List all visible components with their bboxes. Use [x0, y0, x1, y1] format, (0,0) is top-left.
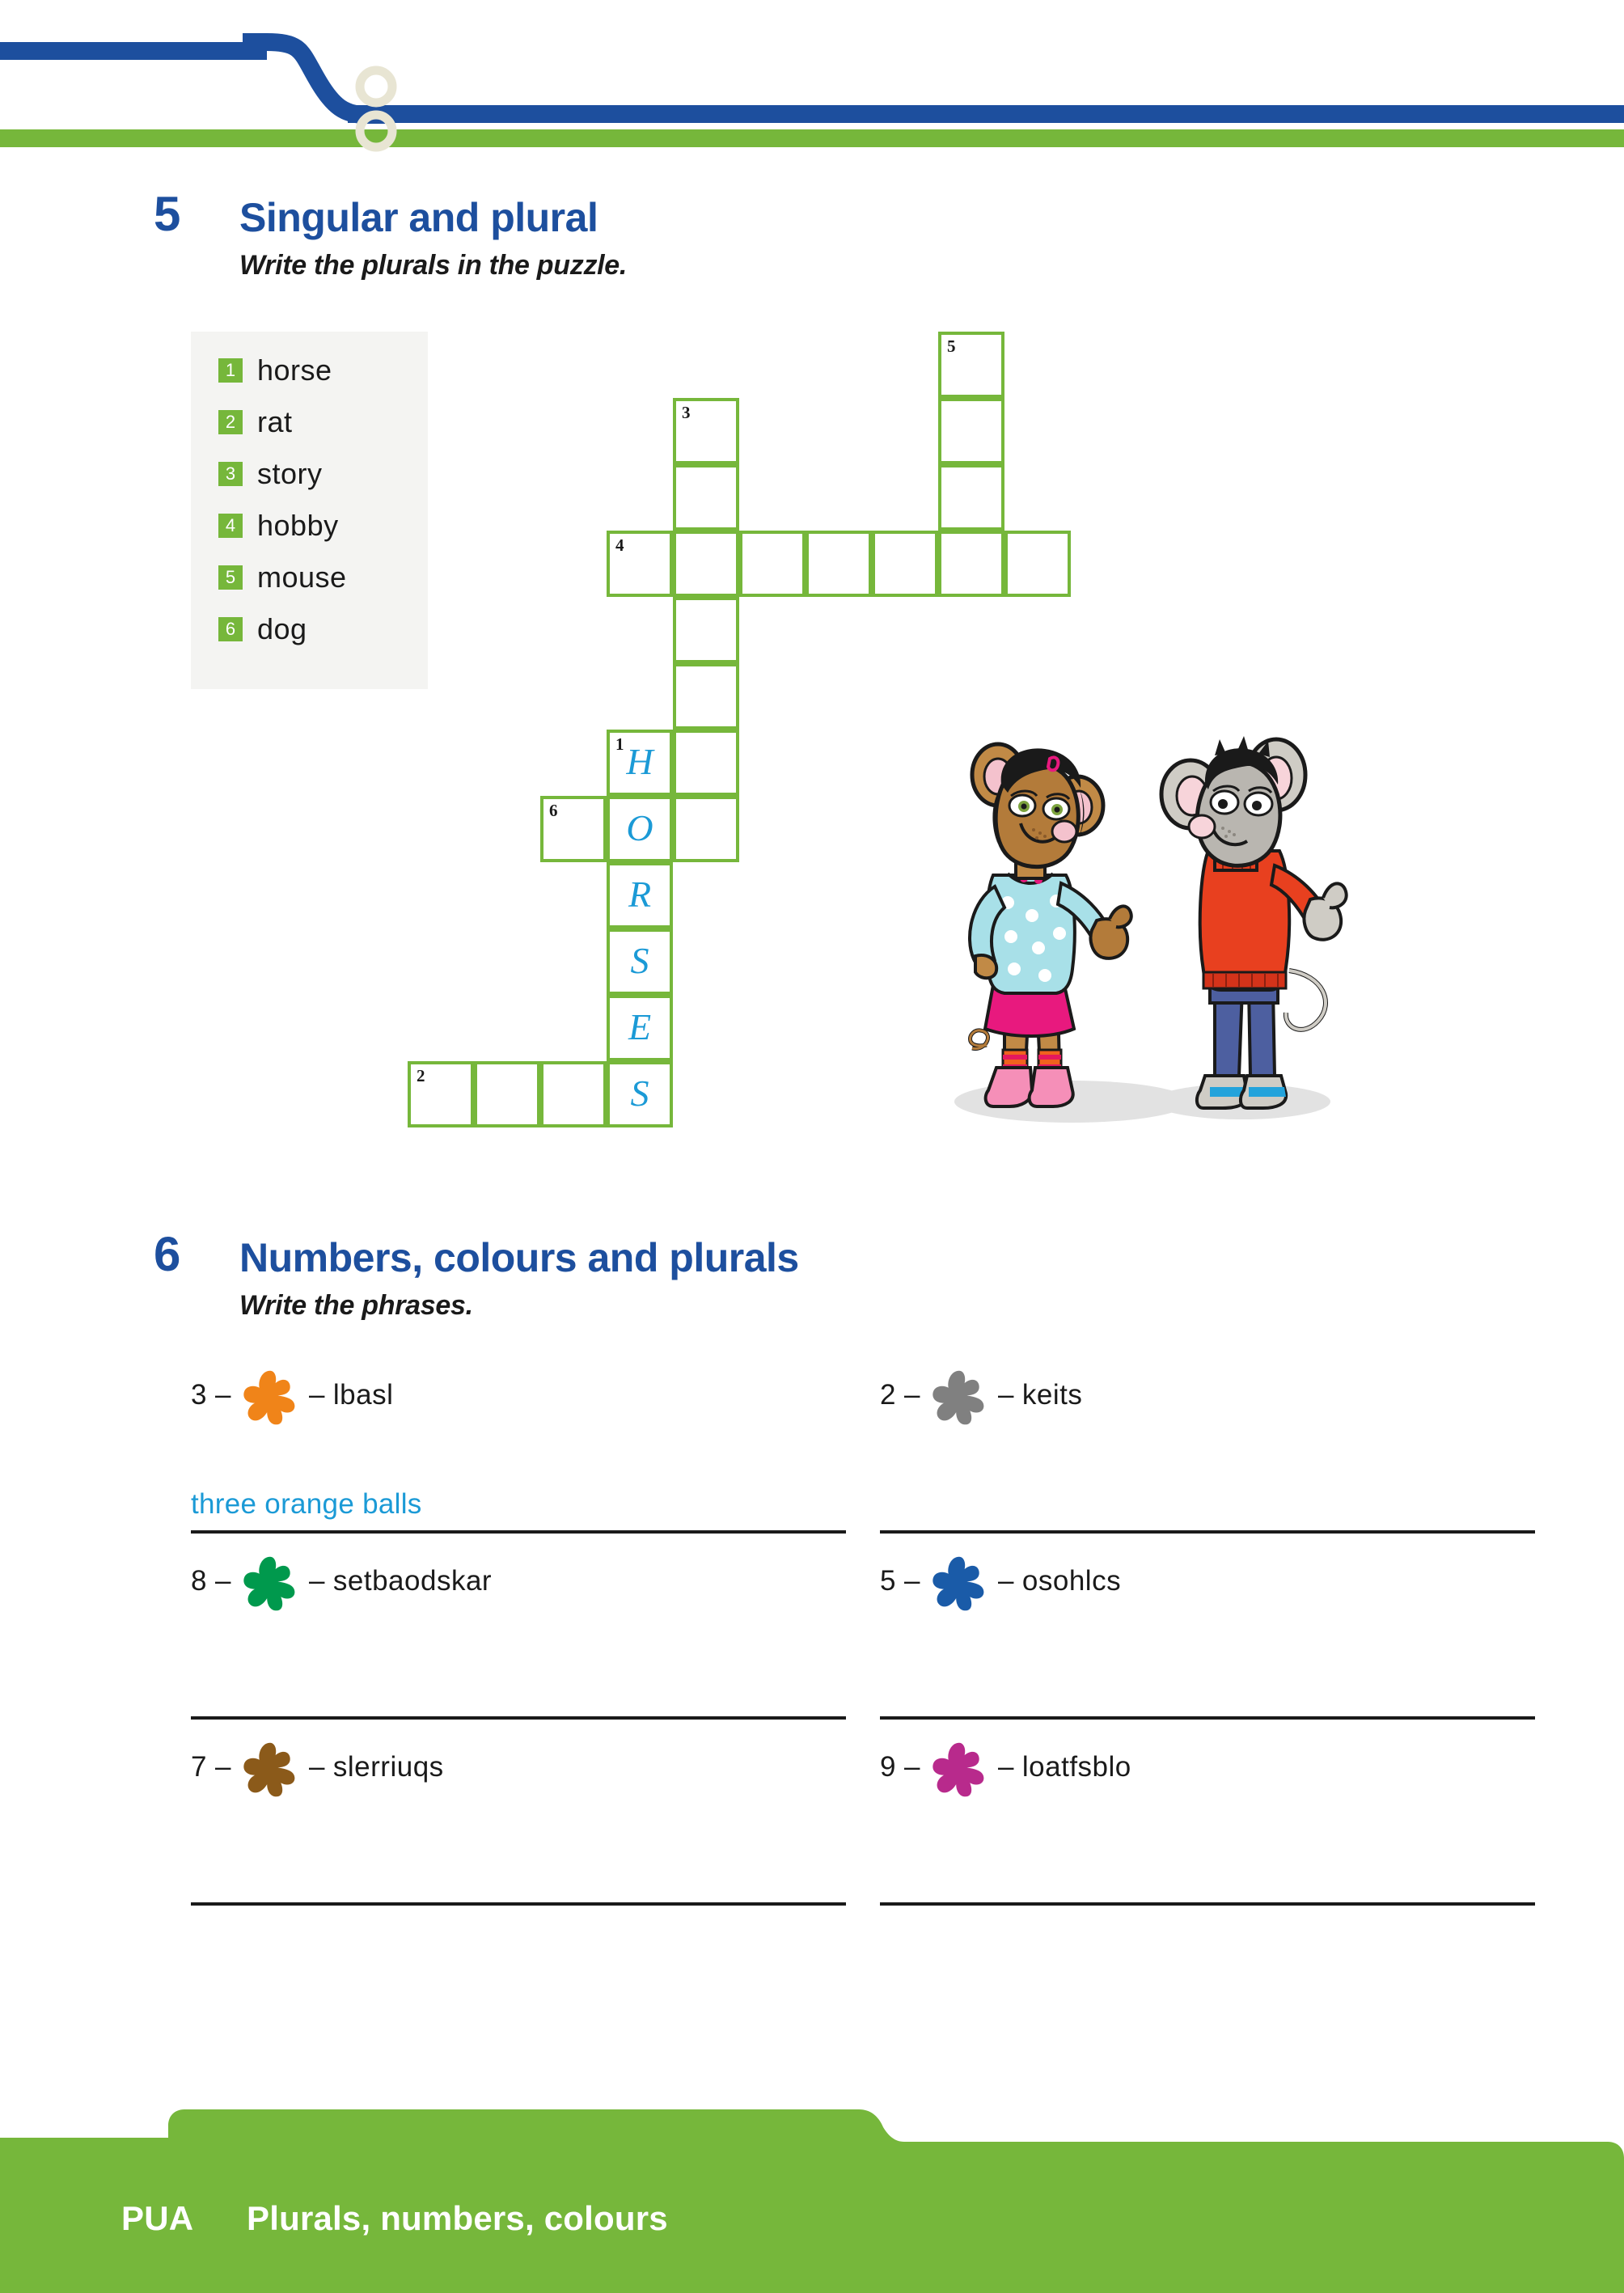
exercise-6-answer[interactable] [880, 1488, 1535, 1524]
exercise-6-answer-line [191, 1716, 846, 1720]
page-header [0, 0, 1624, 162]
crossword-cell[interactable] [673, 796, 739, 862]
crossword-cell[interactable] [607, 862, 673, 929]
exercise-5-number: 5 [154, 187, 180, 241]
exercise-6-answer[interactable] [880, 1860, 1535, 1896]
crossword-cell[interactable] [938, 398, 1004, 464]
crossword-cell[interactable] [673, 531, 739, 597]
exercise-5-title: Singular and plural [239, 195, 598, 240]
crossword-letter: E [628, 1005, 652, 1047]
exercise-6-dash: – [308, 1379, 325, 1411]
exercise-6-answer[interactable]: three orange balls [191, 1488, 422, 1520]
exercise-6-dash: – [214, 1565, 231, 1597]
exercise-6-count: 9 [880, 1751, 896, 1783]
crossword-cell[interactable] [474, 1061, 540, 1127]
exercise-6-dash: – [903, 1379, 920, 1411]
word-list-number-chip: 3 [218, 462, 243, 486]
exercise-6-scrambled-word: setbaodskar [332, 1565, 493, 1597]
footer-code: PUA [121, 2199, 194, 2237]
footer-title: Plurals, numbers, colours [247, 2199, 668, 2237]
footer-green-shape [0, 2109, 1624, 2293]
exercise-6-number: 6 [154, 1227, 180, 1281]
exercise-6-count: 8 [191, 1565, 207, 1597]
exercise-6-scrambled-word: osohlcs [1021, 1565, 1122, 1597]
exercise-6-prompt [191, 1545, 492, 1618]
crossword-clue-number: 2 [417, 1066, 425, 1085]
crossword-letter: H [626, 740, 653, 782]
crossword-cell[interactable] [673, 398, 739, 464]
crossword-cell[interactable] [938, 332, 1004, 398]
word-list-word: rat [257, 405, 293, 438]
exercise-6-answer-line [880, 1530, 1535, 1534]
word-list-number-chip: 5 [218, 565, 243, 590]
crossword-cell[interactable] [1004, 531, 1071, 597]
exercise-6-answer-line [880, 1902, 1535, 1906]
word-list-item [218, 510, 339, 542]
exercise-6-dash: – [997, 1751, 1014, 1783]
exercise-6-prompt [191, 1731, 444, 1804]
word-list-number-chip: 2 [218, 410, 243, 434]
page-number-badge-icon [353, 60, 399, 157]
word-list-item [218, 406, 293, 438]
exercise-6-answer-line [880, 1716, 1535, 1720]
crossword-cell[interactable] [607, 796, 673, 862]
exercise-6-count: 3 [191, 1379, 207, 1411]
word-list-item [218, 613, 307, 645]
word-list-word: story [257, 457, 323, 490]
crossword-cell[interactable] [540, 1061, 607, 1127]
word-list-item [218, 561, 347, 594]
crossword-cell[interactable] [938, 531, 1004, 597]
page-footer [0, 2109, 1624, 2293]
exercise-6-prompt [880, 1545, 1121, 1618]
exercise-6-title: Numbers, colours and plurals [239, 1235, 799, 1280]
two-mice-illustration [930, 728, 1351, 1140]
exercise-6-dash: – [308, 1751, 325, 1783]
crossword-letter: S [630, 939, 649, 981]
exercise-6-dash: – [997, 1565, 1014, 1597]
exercise-6-count: 7 [191, 1751, 207, 1783]
crossword-clue-number: 5 [947, 336, 956, 356]
crossword-cell[interactable] [408, 1061, 474, 1127]
exercise-6-answer-line [191, 1902, 846, 1906]
crossword-clue-number: 6 [549, 801, 558, 820]
exercise-6-dash: – [214, 1379, 231, 1411]
exercise-6-dash: – [214, 1751, 231, 1783]
brown-paint-blot-icon [239, 1740, 301, 1801]
crossword-cell[interactable] [607, 730, 673, 796]
exercise-6-count: 2 [880, 1379, 896, 1411]
word-list-panel [191, 332, 428, 689]
exercise-6-dash: – [903, 1751, 920, 1783]
crossword-letter: R [628, 873, 652, 915]
word-list-word: horse [257, 353, 332, 387]
exercise-6-instruction: Write the phrases. [239, 1290, 473, 1321]
header-blue-rule-left [0, 42, 267, 60]
green-paint-blot-icon [239, 1554, 301, 1615]
exercise-6-prompt [191, 1359, 393, 1432]
crossword-cell[interactable] [739, 531, 806, 597]
crossword-clue-number: 1 [615, 734, 624, 754]
crossword-letter: S [630, 1072, 649, 1114]
exercise-6-answer[interactable] [191, 1674, 846, 1710]
crossword-cell[interactable] [673, 730, 739, 796]
crossword-cell[interactable] [673, 663, 739, 730]
exercise-6-scrambled-word: keits [1021, 1379, 1083, 1411]
crossword-letter: O [626, 806, 653, 848]
grey-paint-blot-icon [928, 1368, 990, 1429]
exercise-6-dash: – [997, 1379, 1014, 1411]
crossword-clue-number: 3 [682, 403, 691, 422]
exercise-6-dash: – [308, 1565, 325, 1597]
crossword-cell[interactable] [607, 929, 673, 995]
crossword-cell[interactable] [673, 597, 739, 663]
crossword-cell[interactable] [607, 531, 673, 597]
crossword-cell[interactable] [607, 995, 673, 1061]
crossword-clue-number: 4 [615, 535, 624, 555]
exercise-6-scrambled-word: slerriuqs [332, 1751, 444, 1783]
word-list-number-chip: 4 [218, 514, 243, 538]
exercise-5-instruction: Write the plurals in the puzzle. [239, 250, 628, 281]
word-list-item [218, 354, 332, 387]
crossword-cell[interactable] [540, 796, 607, 862]
exercise-6-scrambled-word: loatfsblo [1021, 1751, 1131, 1783]
word-list-word: mouse [257, 561, 347, 594]
blue-paint-blot-icon [928, 1554, 990, 1615]
crossword-cell[interactable] [607, 1061, 673, 1127]
magenta-paint-blot-icon [928, 1740, 990, 1801]
exercise-6-count: 5 [880, 1565, 896, 1597]
exercise-6-item [880, 1731, 1535, 1949]
crossword-grid [0, 0, 956, 1149]
exercise-6-answer[interactable] [880, 1674, 1535, 1710]
exercise-6-prompt [880, 1731, 1131, 1804]
crossword-cell[interactable] [806, 531, 872, 597]
orange-paint-blot-icon [239, 1368, 301, 1429]
exercise-6-answer[interactable] [191, 1860, 846, 1896]
crossword-cell[interactable] [673, 464, 739, 531]
word-list-number-chip: 6 [218, 617, 243, 641]
exercise-6-scrambled-word: lbasl [332, 1379, 394, 1411]
exercise-6-prompt [880, 1359, 1082, 1432]
word-list-number-chip: 1 [218, 358, 243, 383]
word-list-item [218, 458, 323, 490]
crossword-cell[interactable] [872, 531, 938, 597]
exercise-6-answer-line [191, 1530, 846, 1534]
exercise-6-item [191, 1731, 846, 1949]
crossword-cell[interactable] [938, 464, 1004, 531]
word-list-word: hobby [257, 509, 339, 542]
header-green-rule [0, 129, 1624, 147]
header-blue-rule-right [348, 105, 1624, 123]
word-list-word: dog [257, 612, 307, 645]
exercise-6-dash: – [903, 1565, 920, 1597]
